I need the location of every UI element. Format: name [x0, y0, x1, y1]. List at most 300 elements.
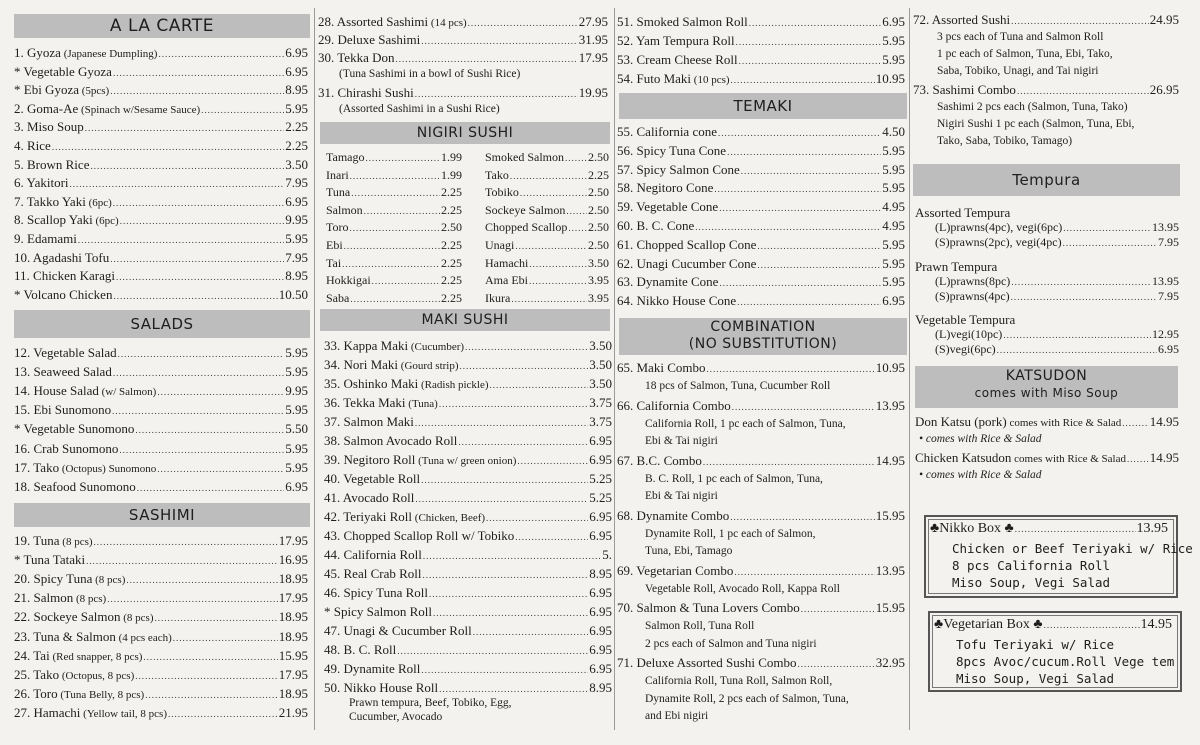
- item-name: 4. Rice: [14, 138, 51, 153]
- dot-leader: [113, 68, 284, 78]
- dot-leader: [135, 425, 284, 435]
- item-name: Ama Ebi: [485, 273, 528, 288]
- box-line: Tofu Teriyaki w/ Rice: [956, 637, 1115, 652]
- item-price: 5.95: [285, 364, 308, 380]
- box-line: 8 pcs California Roll: [952, 558, 1111, 573]
- menu-item: [14, 460, 308, 476]
- menu-item: [324, 471, 612, 487]
- menu-item: [14, 479, 308, 495]
- item-note: (Octopus) Sunomono: [59, 462, 157, 475]
- item-price: 2.25: [441, 290, 462, 305]
- menu-item: [324, 338, 612, 354]
- box-line: Miso Soup, Vegi Salad: [952, 575, 1111, 590]
- menu-item: [617, 563, 905, 579]
- item-name: 49. Dynamite Roll: [324, 661, 421, 676]
- dot-leader: [126, 575, 277, 585]
- item-name: 21. Salmon (8 pcs): [14, 590, 107, 606]
- item-price: 2.50: [588, 202, 609, 217]
- dot-leader: [120, 216, 285, 226]
- dot-leader: [1122, 418, 1148, 428]
- nikko-box: [924, 515, 1193, 598]
- item-name: 64. Nikko House Cone: [617, 293, 737, 309]
- menu-item: [14, 268, 308, 284]
- item-price: 17.95: [578, 50, 608, 65]
- item-name: 11. Chicken Karagi: [14, 268, 115, 284]
- item-name: 29. Deluxe Sashimi: [318, 32, 421, 47]
- item-name: 73. Sashimi Combo: [913, 82, 1016, 97]
- menu-item: [14, 629, 308, 645]
- menu-item: [14, 287, 308, 303]
- menu-item: [326, 203, 462, 218]
- item-name: 2. Goma-Ae (Spinach w/Sesame Sauce): [14, 100, 201, 116]
- item-note: (6pc): [92, 215, 119, 228]
- item-note: (Japanese Dumpling): [60, 48, 158, 60]
- menu-item: [485, 203, 609, 218]
- item-description: 3 pcs each of Tuna and Salmon Roll: [937, 31, 1104, 43]
- menu-item: [617, 256, 905, 272]
- dot-leader: [119, 445, 284, 455]
- item-price: 5.95: [285, 459, 308, 475]
- column-sashimi-sushi: [318, 0, 612, 745]
- dot-leader: [350, 171, 440, 181]
- item-note: (Chicken, Beef): [412, 512, 486, 524]
- item-description: • comes with Rice & Salad: [919, 469, 1042, 481]
- item-name: Sockeye Salmon: [485, 202, 566, 217]
- menu-item: [14, 590, 308, 606]
- item-price: 15.95: [875, 600, 905, 615]
- item-price: 2.25: [441, 238, 462, 252]
- item-name: Tobiko: [485, 185, 519, 200]
- menu-item: [617, 360, 905, 376]
- item-price: 4.95: [882, 218, 905, 233]
- dot-leader: [365, 153, 440, 163]
- item-price: 7.95: [285, 175, 308, 191]
- menu-item: [617, 398, 905, 414]
- item-price: 6.95: [285, 63, 308, 79]
- menu-item: [915, 450, 1179, 466]
- item-note: (Gourd strip): [398, 360, 459, 372]
- katsudon-header: KATSUDON comes with Miso Soup: [915, 366, 1178, 408]
- menu-item: [485, 291, 609, 306]
- item-name: * Spicy Salmon Roll: [324, 604, 432, 619]
- dot-leader: [566, 206, 587, 216]
- box-line: 8pcs Avoc/cucum.Roll Vege tem: [956, 654, 1175, 669]
- menu-item: [324, 680, 612, 696]
- menu-item: [14, 421, 308, 437]
- dot-leader: [757, 241, 881, 251]
- menu-item: [485, 273, 609, 288]
- menu-item: [617, 274, 905, 290]
- dot-leader: [1011, 16, 1149, 26]
- item-name: 33. Kappa Maki (Cucumber): [324, 338, 465, 353]
- item-name: 10. Agadashi Tofu: [14, 249, 110, 265]
- item-name: 9. Edamami: [14, 231, 77, 246]
- item-name: 8. Scallop Yaki (6pc): [14, 212, 119, 228]
- item-price: 5.95: [882, 274, 905, 290]
- item-note: (10 pcs): [691, 74, 730, 86]
- dot-leader: [703, 457, 875, 467]
- menu-item: [326, 150, 462, 165]
- item-price: 13.95: [1152, 220, 1179, 234]
- item-note: (8 pcs): [73, 593, 107, 606]
- item-name: Smoked Salmon: [485, 150, 565, 164]
- item-name: 31. Chirashi Sushi: [318, 85, 414, 100]
- item-note: (14 pcs): [428, 17, 467, 29]
- dot-leader: [423, 570, 589, 580]
- dot-leader: [52, 142, 284, 152]
- item-price: 2.25: [441, 255, 462, 270]
- item-name: 66. California Combo: [617, 397, 731, 413]
- item-description: 18 pcs of Salmon, Tuna, Cucumber Roll: [645, 380, 831, 392]
- dot-leader: [350, 223, 441, 233]
- item-note: (Red snapper, 8 pcs): [49, 650, 143, 663]
- menu-item: [324, 547, 612, 563]
- item-price: 5.95: [285, 100, 308, 116]
- item-name: 56. Spicy Tuna Cone: [617, 142, 727, 158]
- menu-item: [14, 101, 308, 117]
- item-note: (Radish pickle): [418, 379, 489, 391]
- menu-item: [324, 376, 612, 392]
- item-price: 5.25: [589, 471, 612, 486]
- menu-item: [485, 256, 609, 271]
- menu-item: [14, 552, 308, 568]
- item-name: Toro: [326, 220, 349, 235]
- item-name: 3. Miso Soup: [14, 119, 84, 135]
- menu-item: [915, 414, 1179, 430]
- item-name: 61. Chopped Scallop Cone: [617, 236, 757, 252]
- item-price: 4.50: [882, 124, 905, 139]
- item-price: 3.50: [589, 338, 612, 353]
- item-name: Ebi: [326, 238, 343, 252]
- dot-leader: [719, 203, 881, 213]
- dot-leader: [468, 18, 578, 28]
- dot-leader: [741, 166, 881, 176]
- item-name: 58. Negitoro Cone: [617, 180, 714, 196]
- menu-item: [324, 585, 612, 601]
- item-name: Saba: [326, 290, 350, 305]
- item-note: (w/ Salmon): [98, 386, 157, 399]
- item-price: 6.95: [589, 509, 612, 524]
- item-price: 15.95: [875, 507, 905, 523]
- item-name: Tako: [485, 167, 509, 182]
- item-note: (Cucumber): [408, 341, 465, 353]
- dot-leader: [706, 364, 874, 374]
- dot-leader: [157, 387, 284, 397]
- dot-leader: [439, 684, 588, 694]
- menu-item: [485, 168, 609, 183]
- item-name: 63. Dynamite Cone: [617, 274, 719, 290]
- item-price: 2.50: [588, 185, 609, 200]
- dot-leader: [1063, 238, 1157, 248]
- menu-item: [324, 642, 612, 658]
- item-note: (Tuna): [405, 398, 438, 410]
- item-name: 51. Smoked Salmon Roll: [617, 14, 748, 29]
- item-note: (6pc): [85, 196, 112, 209]
- dot-leader: [395, 54, 577, 64]
- dot-leader: [110, 254, 284, 264]
- item-note: (Tuna Belly, 8 pcs): [57, 688, 145, 701]
- menu-item: [14, 705, 308, 721]
- item-price: 6.95: [1158, 342, 1179, 356]
- item-price: 32.95: [875, 655, 905, 670]
- item-price: 17.95: [278, 666, 308, 682]
- item-name: 25. Tako (Octopus, 8 pcs): [14, 666, 135, 682]
- dot-leader: [397, 646, 588, 656]
- item-name: 68. Dynamite Combo: [617, 507, 730, 523]
- dot-leader: [135, 671, 278, 681]
- menu-item: [14, 609, 308, 625]
- item-name: 18. Seafood Sunomono: [14, 478, 136, 494]
- combination-header: COMBINATION (NO SUBSTITUTION): [619, 318, 907, 355]
- menu-item: [913, 12, 1179, 28]
- item-name: 62. Unagi Cucumber Cone: [617, 255, 757, 271]
- item-price: 6.95: [589, 452, 612, 467]
- menu-item: [324, 414, 612, 430]
- item-name: 37. Salmon Maki: [324, 414, 414, 429]
- dot-leader: [465, 342, 588, 352]
- dot-leader: [1017, 86, 1149, 96]
- item-price: 2.50: [441, 220, 462, 235]
- dot-leader: [1011, 292, 1157, 302]
- item-name: * Ebi Gyoza (5pcs): [14, 82, 110, 98]
- menu-item: [485, 220, 609, 235]
- menu-item: [14, 648, 308, 664]
- dot-leader: [372, 276, 440, 286]
- dot-leader: [118, 349, 285, 359]
- item-note: (Octopus, 8 pcs): [59, 669, 135, 682]
- column-specials: [911, 0, 1193, 745]
- dot-leader: [568, 223, 587, 233]
- item-price: 3.50: [285, 156, 308, 172]
- dot-leader: [157, 464, 284, 474]
- item-description: Vegetable Roll, Avocado Roll, Kappa Roll: [645, 582, 840, 595]
- item-name: * Tuna Tataki: [14, 552, 86, 568]
- menu-item: [324, 433, 612, 449]
- dot-leader: [511, 294, 587, 304]
- dot-leader: [116, 272, 284, 282]
- item-price: 7.95: [285, 249, 308, 265]
- menu-item: [324, 452, 612, 468]
- menu-item: [935, 274, 1179, 289]
- item-name: Chicken Katsudon comes with Rice & Salad: [915, 450, 1126, 465]
- item-description: Sashimi 2 pcs each (Salmon, Tuna, Tako): [937, 101, 1128, 113]
- item-description: (Tuna Sashimi in a bowl of Sushi Rice): [339, 68, 521, 80]
- item-name: 1. Gyoza (Japanese Dumpling): [14, 45, 158, 60]
- item-price: 2.25: [441, 185, 462, 200]
- item-price: 9.95: [285, 212, 308, 228]
- dot-leader: [433, 608, 588, 618]
- dot-leader: [168, 709, 278, 719]
- dot-leader: [734, 567, 874, 577]
- menu-item: [326, 168, 462, 183]
- item-name: 12. Vegetable Salad: [14, 345, 117, 360]
- item-name: ♣Vegetarian Box ♣: [934, 617, 1043, 632]
- menu-item: [14, 571, 308, 587]
- dot-leader: [143, 652, 277, 662]
- item-name: 65. Maki Combo: [617, 360, 706, 375]
- dot-leader: [515, 532, 588, 542]
- a-la-carte-header: A LA CARTE: [14, 14, 310, 38]
- item-price: 6.95: [882, 293, 905, 309]
- menu-item: [617, 218, 905, 234]
- item-name: 47. Unagi & Cucumber Roll: [324, 623, 472, 638]
- item-price: 18.95: [278, 685, 308, 701]
- item-note: (8 pcs): [120, 612, 154, 625]
- item-price: 6.95: [589, 661, 612, 676]
- item-price: 14.95: [1149, 450, 1179, 465]
- item-name: 70. Salmon & Tuna Lovers Combo: [617, 600, 800, 615]
- dot-leader: [113, 291, 277, 301]
- menu-item: [326, 273, 462, 288]
- dot-leader: [86, 556, 278, 566]
- menu-item: [14, 686, 308, 702]
- item-price: 3.75: [589, 414, 612, 429]
- item-name: 15. Ebi Sunomono: [14, 402, 112, 418]
- tempura-name: Vegetable Tempura: [915, 312, 1016, 327]
- menu-item: [14, 64, 308, 80]
- menu-item: [324, 661, 612, 677]
- item-name: Unagi: [485, 238, 515, 252]
- item-price: 10.95: [875, 71, 905, 86]
- menu-item: [14, 402, 308, 418]
- item-price: 3.95: [588, 290, 609, 305]
- item-description: B. C. Roll, 1 pc each of Salmon, Tuna,: [645, 472, 823, 485]
- dot-leader: [718, 128, 881, 138]
- dot-leader: [439, 399, 588, 409]
- item-description: Dynamite Roll, 2 pcs each of Salmon, Tuna,: [645, 692, 849, 705]
- item-note: (8 pcs): [92, 574, 126, 587]
- dot-leader: [70, 179, 285, 189]
- menu-item: [617, 162, 905, 178]
- item-name: 45. Real Crab Roll: [324, 566, 422, 581]
- menu-item: [326, 238, 462, 253]
- menu-item: [935, 289, 1179, 304]
- menu-item: [617, 143, 905, 159]
- dot-leader: [529, 276, 587, 286]
- menu-item: [326, 256, 462, 271]
- dot-leader: [486, 513, 588, 523]
- menu-item: [617, 655, 905, 671]
- menu-item: [326, 185, 462, 200]
- dot-leader: [90, 161, 284, 171]
- box-line: Chicken or Beef Teriyaki w/ Rice: [952, 541, 1193, 556]
- dot-leader: [727, 147, 881, 157]
- dot-leader: [510, 171, 587, 181]
- item-price: 2.25: [285, 119, 308, 135]
- item-price: 7.95: [1158, 235, 1179, 249]
- item-note: (4 pcs each): [115, 631, 172, 644]
- item-price: 2.25: [441, 273, 462, 288]
- menu-item: [935, 327, 1179, 342]
- item-price: 10.95: [875, 360, 905, 375]
- item-price: 18.95: [278, 628, 308, 644]
- menu-item: [617, 33, 905, 49]
- item-name: 27. Hamachi (Yellow tail, 8 pcs): [14, 704, 167, 720]
- dot-leader: [736, 37, 882, 47]
- menu-item: [14, 231, 308, 247]
- item-price: 6.95: [589, 528, 612, 543]
- column-divider: [614, 8, 615, 730]
- dot-leader: [1003, 330, 1151, 340]
- item-note: comes with Rice & Salad: [1011, 453, 1126, 465]
- item-price: 13.95: [875, 562, 905, 578]
- dot-leader: [719, 278, 881, 288]
- dot-leader: [351, 188, 440, 198]
- item-price: 6.95: [589, 642, 612, 657]
- item-name: Tuna: [326, 185, 351, 200]
- item-name: (L)vegi(10pc): [935, 327, 1003, 341]
- item-name: (S)vegi(6pc): [935, 342, 996, 356]
- item-price: 5.95: [285, 440, 308, 456]
- menu-item: [14, 383, 308, 399]
- dot-leader: [107, 594, 278, 604]
- item-name: Salmon: [326, 202, 363, 217]
- dot-leader: [421, 665, 588, 675]
- item-price: 3.50: [589, 376, 612, 391]
- item-name: 69. Vegetarian Combo: [617, 562, 734, 578]
- item-name: * Volcano Chicken: [14, 286, 113, 302]
- item-name: Tamago: [326, 150, 365, 164]
- item-name: 46. Spicy Tuna Roll: [324, 585, 429, 600]
- menu-item: [485, 185, 609, 200]
- dot-leader: [732, 402, 875, 412]
- dot-leader: [429, 589, 588, 599]
- item-description: Nigiri Sushi 1 pc each (Salmon, Tuna, Ebi,: [937, 118, 1135, 130]
- item-name: 14. House Salad (w/ Salmon): [14, 383, 157, 399]
- item-description: California Roll, Tuna Roll, Salmon Roll,: [645, 675, 833, 687]
- dot-leader: [173, 633, 278, 643]
- nikko-roll-description: Cucumber, Avocado: [349, 711, 443, 723]
- item-price: 18.95: [278, 609, 308, 625]
- item-price: 10.50: [278, 286, 308, 302]
- item-price: 16.95: [278, 552, 308, 568]
- item-name: 19. Tuna (8 pcs): [14, 533, 93, 548]
- menu-item: [617, 237, 905, 253]
- menu-item: [617, 600, 905, 616]
- item-price: 17.95: [278, 533, 308, 548]
- item-name: 39. Negitoro Roll (Tuna w/ green onion): [324, 452, 517, 467]
- box-title: [930, 521, 1168, 537]
- item-description: 2 pcs each of Salmon and Tuna nigiri: [645, 637, 817, 650]
- item-price: 6.95: [589, 433, 612, 448]
- item-name: 50. Nikko House Roll: [324, 680, 439, 695]
- menu-item: [617, 71, 905, 87]
- item-price: 26.95: [1149, 82, 1179, 97]
- item-price: 6.95: [589, 623, 612, 638]
- menu-item: [14, 157, 308, 173]
- dot-leader: [749, 18, 882, 28]
- menu-item: [485, 238, 609, 253]
- item-price: 13.95: [1152, 274, 1179, 288]
- menu-item: [324, 604, 612, 620]
- column-divider: [314, 8, 315, 730]
- nikko-roll-description: Prawn tempura, Beef, Tobiko, Egg,: [349, 697, 512, 709]
- dot-leader: [490, 380, 589, 390]
- item-name: 34. Nori Maki (Gourd strip): [324, 357, 459, 372]
- item-price: 8.95: [589, 680, 612, 695]
- menu-item: [14, 175, 308, 191]
- item-name: 5. Brown Rice: [14, 156, 90, 172]
- item-name: 23. Tuna & Salmon (4 pcs each): [14, 628, 172, 644]
- menu-item: [617, 52, 905, 68]
- item-name: 44. California Roll: [324, 547, 422, 562]
- item-name: 60. B. C. Cone: [617, 218, 695, 233]
- item-name: Hokkigai: [326, 273, 371, 288]
- item-name: Chopped Scallop: [485, 220, 568, 235]
- dot-leader: [421, 36, 578, 46]
- item-price: 7.95: [1158, 289, 1179, 303]
- item-price: 3.95: [588, 273, 609, 288]
